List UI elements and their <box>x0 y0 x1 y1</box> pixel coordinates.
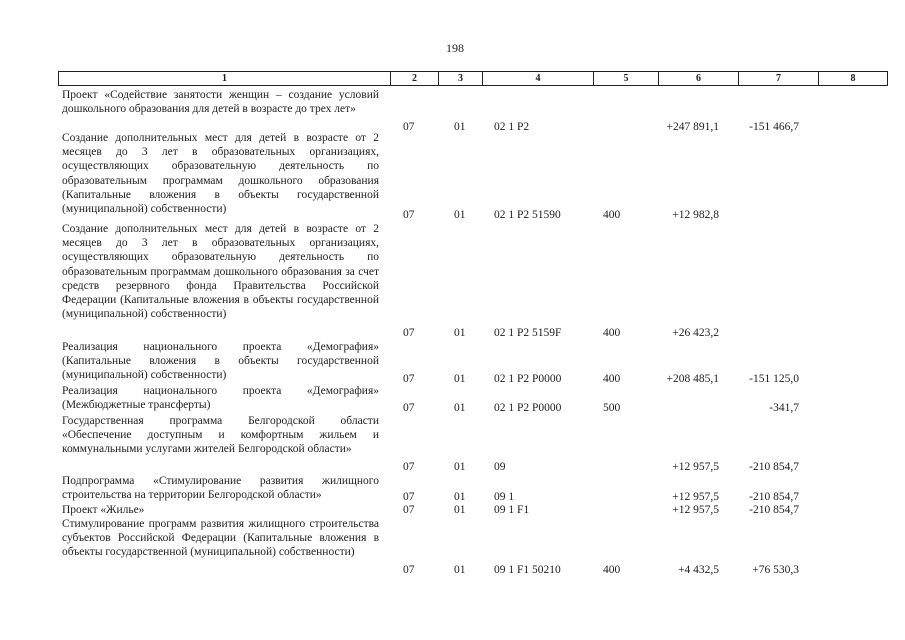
cell-section: 07 <box>403 209 415 221</box>
cell-expense-type: 400 <box>603 327 621 339</box>
row-description: Стимулирование программ развития жилищного строительства субъектов Российской Федерации (Капитальные вложения в объекты государственной (муниципальной) собственности) <box>62 518 379 559</box>
cell-section: 07 <box>403 461 415 473</box>
cell-section: 07 <box>403 373 415 385</box>
cell-target-article: 09 1 <box>494 491 515 503</box>
cell-section: 07 <box>403 402 415 414</box>
cell-amount-1: +12 982,8 <box>672 209 719 221</box>
header-col-8: 8 <box>850 73 856 84</box>
cell-amount-1: +247 891,1 <box>666 121 719 133</box>
cell-amount-1: +208 485,1 <box>666 373 719 385</box>
cell-target-article: 02 1 P2 51590 <box>494 209 561 221</box>
cell-expense-type: 400 <box>603 373 621 385</box>
row-description: Реализация национального проекта «Демография» (Межбюджетные трансферты) <box>62 385 379 412</box>
cell-target-article: 02 1 P2 P0000 <box>494 373 562 385</box>
cell-amount-2: -210 854,7 <box>749 491 799 503</box>
cell-expense-type: 400 <box>603 209 621 221</box>
cell-target-article: 02 1 P2 5159F <box>494 327 562 339</box>
cell-amount-2: -151 125,0 <box>749 373 799 385</box>
cell-amount-2: +76 530,3 <box>752 564 799 576</box>
cell-section: 07 <box>403 564 415 576</box>
row-description: Создание дополнительных мест для детей в возрасте от 2 месяцев до 3 лет в образовательных организациях, осуществляющих образовательную деятельность по образовательным программам дошкольного образования за счет средств резервного фонда Правительства Российской Федерации (Капитальные вложения в объекты государственной (муниципальной) собственности) <box>62 223 379 321</box>
cell-target-article: 09 1 F1 50210 <box>494 564 561 576</box>
row-description: Государственная программа Белгородской области «Обеспечение доступным и комфортным жильем и коммунальными услугами жителей Белгородской области» <box>62 415 379 456</box>
table-header <box>58 71 888 86</box>
cell-target-article: 02 1 P2 P0000 <box>494 402 562 414</box>
cell-section: 07 <box>403 491 415 503</box>
cell-target-article: 09 <box>494 461 506 473</box>
cell-amount-2: -151 466,7 <box>749 121 799 133</box>
header-col-6: 6 <box>659 72 739 85</box>
cell-target-article: 02 1 P2 <box>494 121 530 133</box>
header-col-3: 3 <box>439 72 483 85</box>
row-description: Создание дополнительных мест для детей в возрасте от 2 месяцев до 3 лет в образовательных организациях, осуществляющих образовательную деятельность по образовательным программам дошкольного образования (Капитальные вложения в объекты государственной (муниципальной) собственности) <box>62 132 379 216</box>
cell-subsection: 01 <box>454 121 466 133</box>
cell-subsection: 01 <box>454 491 466 503</box>
cell-subsection: 01 <box>454 564 466 576</box>
cell-subsection: 01 <box>454 327 466 339</box>
cell-amount-1: +4 432,5 <box>678 564 719 576</box>
header-col-2: 2 <box>391 72 439 85</box>
header-col-1: 1 <box>59 72 391 85</box>
cell-amount-2: -210 854,7 <box>749 504 799 516</box>
cell-section: 07 <box>403 121 415 133</box>
cell-amount-1: +12 957,5 <box>672 504 719 516</box>
header-col-5: 5 <box>594 72 659 85</box>
cell-subsection: 01 <box>454 504 466 516</box>
cell-amount-1: +12 957,5 <box>672 461 719 473</box>
cell-amount-1: +26 423,2 <box>672 327 719 339</box>
cell-amount-2: -210 854,7 <box>749 461 799 473</box>
row-description: Проект «Жилье» <box>62 504 145 516</box>
row-description: Реализация национального проекта «Демография» (Капитальные вложения в объекты государственной (муниципальной) собственности) <box>62 341 379 382</box>
cell-target-article: 09 1 F1 <box>494 504 530 516</box>
cell-expense-type: 500 <box>603 402 621 414</box>
page-number: 198 <box>446 41 464 55</box>
cell-amount-1: +12 957,5 <box>672 491 719 503</box>
cell-section: 07 <box>403 504 415 516</box>
row-description: Проект «Содействие занятости женщин – создание условий дошкольного образования для детей в возрасте до трех лет» <box>62 89 379 116</box>
cell-amount-2: -341,7 <box>769 402 799 414</box>
header-col-7: 7 <box>739 72 819 85</box>
cell-subsection: 01 <box>454 402 466 414</box>
header-col-4: 4 <box>483 72 594 85</box>
row-description: Подпрограмма «Стимулирование развития жилищного строительства на территории Белгородской области» <box>62 475 379 502</box>
cell-subsection: 01 <box>454 461 466 473</box>
cell-subsection: 01 <box>454 373 466 385</box>
cell-expense-type: 400 <box>603 564 621 576</box>
cell-section: 07 <box>403 327 415 339</box>
cell-subsection: 01 <box>454 209 466 221</box>
